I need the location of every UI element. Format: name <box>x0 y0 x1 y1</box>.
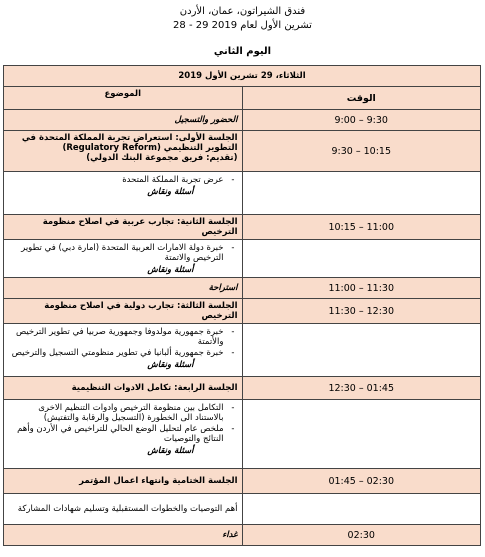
time-cell: 11:00 – 11:30 <box>242 278 481 299</box>
topic-cell: الجلسة الثالثة: تجارب دولية في اصلاح منظومة الترخيص <box>4 299 243 324</box>
topic-cell: الجلسة الرابعة: تكامل الادوات التنظيمية <box>4 377 243 400</box>
topic-cell <box>4 172 243 215</box>
list-item: - خبرة دولة الامارات العربية المتحدة (امارة دبي) في تطوير الترخيص والاتمتة <box>8 243 224 263</box>
date-row <box>4 66 481 87</box>
topic-cell <box>4 400 243 469</box>
session-title: الجلسة الأولى: استعراض تجربة المملكة المتحدة في التطوير التنظيمي (Regulatory Reform) <box>21 133 238 153</box>
date-range-line: 28 - 29 تشرين الأول لعام 2019 <box>173 20 312 31</box>
table-row <box>4 110 481 131</box>
topic-cell <box>4 240 243 278</box>
col-topic-header: الموضوع <box>4 87 243 110</box>
topic-cell <box>4 131 243 172</box>
list-item: - خبرة جمهورية ألبانيا في تطوير منظومتي التسجيل والترخيص <box>8 348 224 358</box>
table-row <box>4 131 481 172</box>
session-subtitle: (تقديم: فريق مجموعة البنك الدولي) <box>86 153 238 163</box>
table-row <box>4 525 481 546</box>
item-list <box>8 243 238 263</box>
time-cell: 9:00 – 9:30 <box>242 110 481 131</box>
topic-cell: الحضور والتسجيل <box>4 110 243 131</box>
header-row <box>4 87 481 110</box>
table-row <box>4 215 481 240</box>
discussion-label: أسئلة ونقاش <box>147 265 194 275</box>
time-cell <box>242 400 481 469</box>
agenda-table <box>3 65 481 546</box>
topic-cell <box>4 324 243 377</box>
time-cell: 12:30 – 01:45 <box>242 377 481 400</box>
time-cell <box>242 324 481 377</box>
topic-cell: الجلسة الثانية: تجارب عربية في اصلاح منظومة الترخيص <box>4 215 243 240</box>
time-cell: 9:30 – 10:15 <box>242 131 481 172</box>
table-row <box>4 377 481 400</box>
table-row <box>4 400 481 469</box>
discussion-label: أسئلة ونقاش <box>147 446 194 456</box>
discussion-label: أسئلة ونقاش <box>147 187 194 197</box>
time-cell <box>242 240 481 278</box>
item-list <box>8 327 238 358</box>
time-cell: 10:15 – 11:00 <box>242 215 481 240</box>
table-row <box>4 299 481 324</box>
topic-cell: أهم التوصيات والخطوات المستقبلية وتسليم شهادات المشاركة <box>4 494 243 525</box>
day-title: اليوم الثاني <box>213 46 272 57</box>
item-list <box>8 403 238 444</box>
discussion-label: أسئلة ونقاش <box>147 360 194 370</box>
date-cell: الثلاثاء، 29 تشرين الأول 2019 <box>4 66 481 87</box>
list-item: - خبرة جمهورية مولدوفا وجمهورية صربيا في تطوير الترخيص والأتمتة <box>8 327 224 347</box>
topic-cell: استراحة <box>4 278 243 299</box>
time-cell: 02:30 <box>242 525 481 546</box>
table-row <box>4 278 481 299</box>
topic-cell: الجلسة الختامية وانتهاء اعمال المؤتمر <box>4 469 243 494</box>
time-cell <box>242 494 481 525</box>
table-row <box>4 240 481 278</box>
table-row <box>4 494 481 525</box>
table-row <box>4 172 481 215</box>
list-item: - التكامل بين منظومة الترخيص وادوات التنظيم الاخرى بالاستناد الى الخطورة (التسجيل والرقابة والتفتيش) <box>8 403 224 423</box>
table-row <box>4 324 481 377</box>
col-time-header: الوقت <box>242 87 481 110</box>
time-cell: 11:30 – 12:30 <box>242 299 481 324</box>
list-item: - ملخص عام لتحليل الوضع الحالي للتراخيص في الأردن وأهم النتائج والتوصيات <box>8 424 224 444</box>
time-cell: 01:45 – 02:30 <box>242 469 481 494</box>
item-list <box>8 175 238 185</box>
time-cell <box>242 172 481 215</box>
list-item: - عرض تجربة المملكة المتحدة <box>8 175 224 185</box>
venue-line: فندق الشيراتون، عمان، الأردن <box>179 6 306 17</box>
topic-cell: غداء <box>4 525 243 546</box>
table-row <box>4 469 481 494</box>
